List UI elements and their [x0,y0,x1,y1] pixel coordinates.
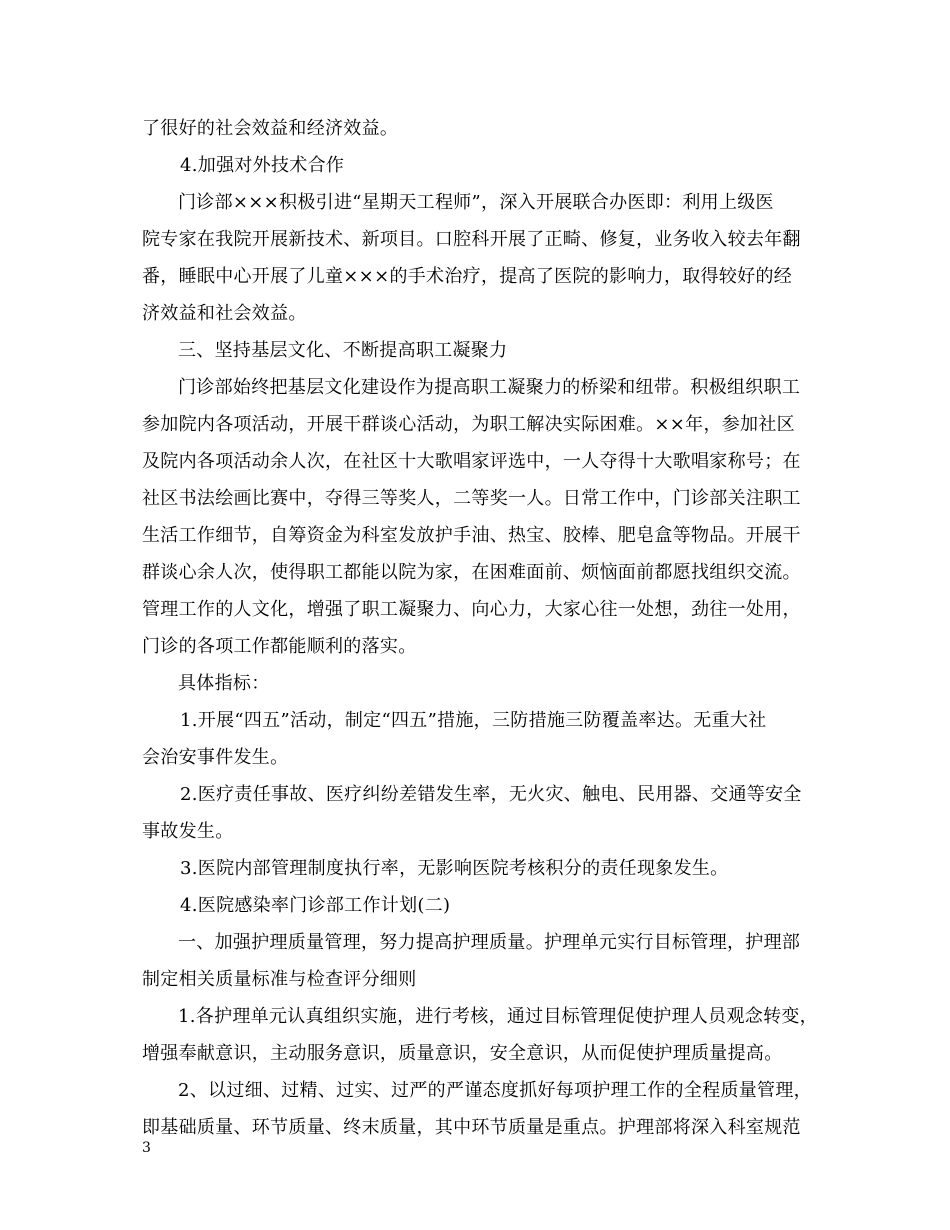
list-item: 4.医院感染率门诊部工作计划(二) [180,895,451,916]
paragraph-line: 番，睡眠中心开展了儿童×××的手术治疗，提高了医院的影响力，取得较好的经 [142,266,793,287]
paragraph-line: 及院内各项活动余人次，在社区十大歌唱家评选中，一人夺得十大歌唱家称号；在 [142,451,801,472]
paragraph-line: 制定相关质量标准与检查评分细则 [142,969,417,990]
list-item: 1.各护理单元认真组织实施，进行考核，通过目标管理促使护理人员观念转变， [178,1006,818,1027]
paragraph-line: 参加院内各项活动，开展干群谈心活动，为职工解决实际困难。××年，参加社区 [142,414,795,435]
list-item: 2、以过细、过精、过实、过严的严谨态度抓好每项护理工作的全程质量管理， [178,1080,812,1101]
section-heading: 具体指标： [178,673,270,694]
paragraph-line: 即基础质量、环节质量、终末质量，其中环节质量是重点。护理部将深入科室规范 [142,1117,801,1138]
paragraph-line: 增强奉献意识，主动服务意识，质量意识，安全意识，从而促使护理质量提高。 [142,1043,783,1064]
paragraph-line: 了很好的社会效益和经济效益。 [142,118,399,139]
paragraph-line: 会治安事件发生。 [142,747,289,768]
paragraph-line: 门诊的各项工作都能顺利的落实。 [142,636,417,657]
paragraph-line: 生活工作细节，自筹资金为科室发放护手油、热宝、胶棒、肥皂盒等物品。开展干 [142,525,801,546]
paragraph-line: 事故发生。 [142,821,234,842]
paragraph-line: 社区书法绘画比赛中，夺得三等奖人，二等奖一人。日常工作中，门诊部关注职工 [142,488,801,509]
list-item: 2.医疗责任事故、医疗纠纷差错发生率，无火灾、触电、民用器、交通等安全 [180,784,802,805]
paragraph-line: 管理工作的人文化，增强了职工凝聚力、向心力，大家心往一处想，劲往一处用， [142,599,801,620]
section-heading: 三、坚持基层文化、不断提高职工凝聚力 [178,340,508,361]
paragraph-line: 门诊部×××积极引进“星期天工程师”，深入开展联合办医即：利用上级医 [178,192,774,213]
paragraph-line: 济效益和社会效益。 [142,303,307,324]
section-heading: 4.加强对外技术合作 [180,155,345,176]
paragraph-line: 院专家在我院开展新技术、新项目。口腔科开展了正畸、修复，业务收入较去年翻 [142,229,801,250]
page-number: 3 [142,1140,151,1156]
section-heading: 一、加强护理质量管理，努力提高护理质量。护理单元实行目标管理，护理部 [178,932,801,953]
paragraph-line: 群谈心余人次，使得职工都能以院为家，在困难面前、烦恼面前都愿找组织交流。 [142,562,801,583]
list-item: 3.医院内部管理制度执行率，无影响医院考核积分的责任现象发生。 [180,858,729,879]
list-item: 1.开展“四五”活动，制定“四五”措施，三防措施三防覆盖率达。无重大社 [180,710,767,731]
paragraph-line: 门诊部始终把基层文化建设作为提高职工凝聚力的桥梁和纽带。积极组织职工 [178,377,801,398]
